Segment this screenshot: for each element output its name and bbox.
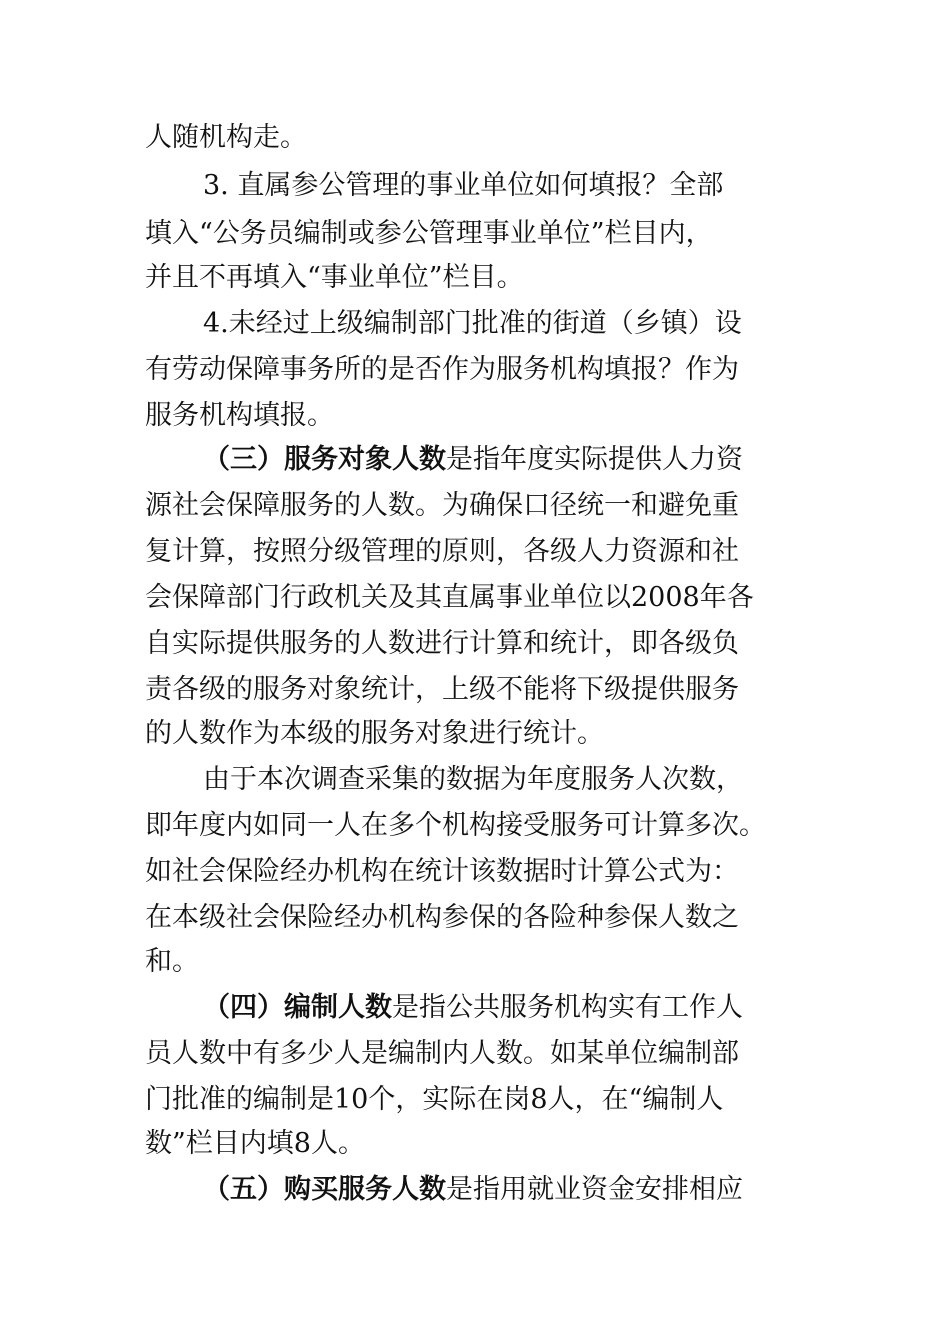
section-heading: （五）购买服务人数	[203, 1174, 446, 1205]
paragraph-line: 并且不再填入“事业单位”栏目。	[145, 262, 524, 293]
section-text: 是指公共服务机构实有工作人	[392, 992, 743, 1023]
paragraph-line: 会保障部门行政机关及其直属事业单位以2008年各	[145, 582, 754, 613]
section-text: 是指用就业资金安排相应	[446, 1174, 743, 1205]
paragraph-line: 源社会保障服务的人数。为确保口径统一和避免重	[145, 490, 739, 521]
paragraph-line: 员人数中有多少人是编制内人数。如某单位编制部	[145, 1038, 739, 1069]
paragraph-line: 的人数作为本级的服务对象进行统计。	[145, 718, 604, 749]
paragraph-line: 如社会保险经办机构在统计该数据时计算公式为：	[145, 856, 739, 887]
paragraph-line: 自实际提供服务的人数进行计算和统计，即各级负	[145, 628, 739, 659]
section-heading: （四）编制人数	[203, 992, 392, 1023]
paragraph-line: 即年度内如同一人在多个机构接受服务可计算多次。	[145, 810, 766, 841]
paragraph-line: 服务机构填报。	[145, 400, 334, 431]
paragraph-line: 有劳动保障事务所的是否作为服务机构填报？作为	[145, 354, 739, 385]
section-heading-line	[203, 440, 743, 480]
paragraph-line: 在本级社会保险经办机构参保的各险种参保人数之	[145, 902, 739, 933]
paragraph-line: 门批准的编制是10个，实际在岗8人，在“编制人	[145, 1084, 724, 1115]
section-heading-line	[203, 988, 743, 1028]
paragraph-line: 4.未经过上级编制部门批准的街道（乡镇）设	[203, 308, 742, 339]
paragraph-line: 数”栏目内填8人。	[145, 1128, 365, 1159]
paragraph-line: 和。	[145, 946, 199, 977]
paragraph-line: 人随机构走。	[145, 122, 307, 153]
paragraph-line: 3. 直属参公管理的事业单位如何填报？全部	[203, 170, 724, 201]
paragraph-line: 填入“公务员编制或参公管理事业单位”栏目内，	[145, 218, 713, 249]
section-heading: （三）服务对象人数	[203, 444, 446, 475]
paragraph-line: 由于本次调查采集的数据为年度服务人次数，	[203, 764, 743, 795]
section-heading-line	[203, 1170, 743, 1210]
paragraph-line: 责各级的服务对象统计，上级不能将下级提供服务	[145, 674, 739, 705]
section-text: 是指年度实际提供人力资	[446, 444, 743, 475]
paragraph-line: 复计算，按照分级管理的原则，各级人力资源和社	[145, 536, 739, 567]
